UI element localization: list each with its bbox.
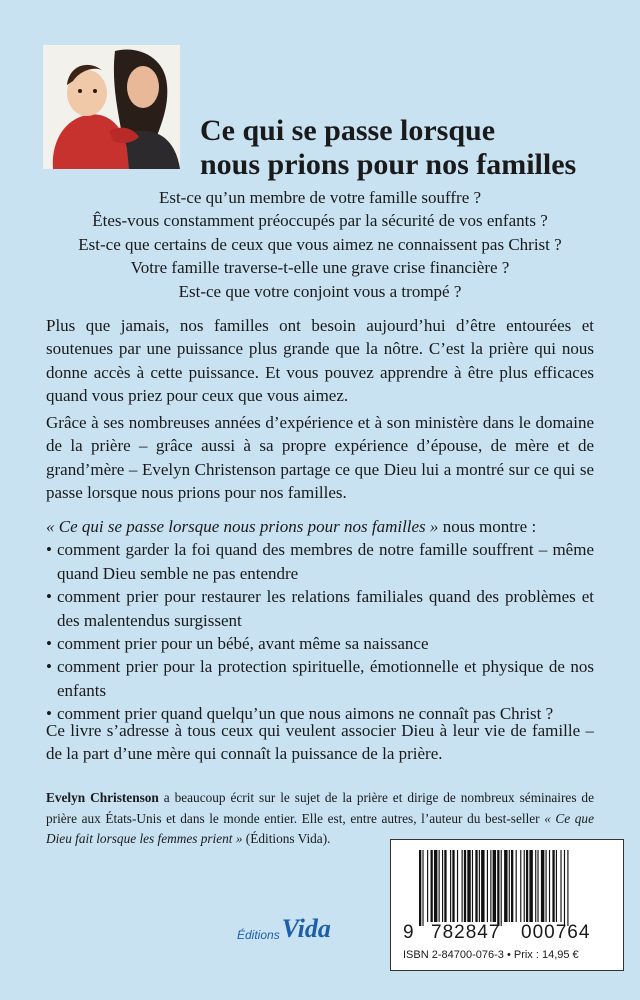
bestseller-title: « Ce que Dieu fait lorsque les femmes prient » [46,810,594,846]
paragraph-author-experience: Grâce à ses nombreuses années d’expérience et à son ministère dans le domaine de la prière – grâce aussi à sa propre expérience d’épouse, de mère et de grand’mère – Evelyn Christenson partage ce que Dieu lui a montré sur ce qui se passe lorsque nous prions pour nos familles. [46,413,594,503]
book-shows-section [46,515,594,726]
barcode-bar [511,850,513,922]
bullet-item: • comment garder la foi quand des membres de notre famille souffrent – même quand Dieu semble ne pas entendre [46,538,594,585]
question-4: Votre famille traverse-t-elle une grave crise financière ? [130,258,510,278]
book-title-line-1: Ce qui se passe lorsque [200,114,496,147]
barcode-bar [526,850,528,922]
barcode-bar [427,850,428,922]
barcode-bar [434,850,437,922]
barcode-bar [490,850,491,922]
bullet-item: • comment prier pour restaurer les relations familiales quand des problèmes et des malentendus surgissent [46,585,594,632]
bullet-list [46,538,594,725]
barcode-bar [444,850,446,922]
publisher-logo [237,912,331,942]
cover-photo-mother-and-child [43,45,180,169]
question-list [40,186,600,303]
barcode-bar [439,850,440,922]
barcode-bar [419,850,421,926]
barcode-icon [391,840,623,926]
barcode-bar [546,850,547,922]
barcode-bar [450,850,451,922]
paragraph-families-need-power: Plus que jamais, nos familles ont besoin aujourd’hui d’être entourées et soutenues par une puissance plus grande que la nôtre. C’est la prière qui nous donne accès à cette puissance. Et vous pouvez apprendre à être plus efficaces quand vous priez pour ceux que vous aimez. [46,316,594,406]
barcode-lead-digit: 9 [403,922,415,943]
barcode-bar [504,850,507,922]
barcode-bar [475,850,477,922]
question-1: Est-ce qu’un membre de votre famille souffre ? [158,188,482,207]
barcode-bar [552,850,554,922]
barcode-bar [535,850,536,922]
book-title-line-2: nous prions pour nos familles [200,148,577,181]
barcode-bar [467,850,470,922]
barcode-bar [462,850,463,922]
question-5: Est-ce que votre conjoint vous a trompé ? [178,281,462,301]
barcode-group-2: 000764 [521,922,591,943]
barcode-bar [509,850,510,922]
barcode-bar [497,850,499,926]
barcode-bar [452,850,454,922]
author-bio-text-1: a beaucoup écrit sur le sujet de la prière et dirige de nombreux séminaires de prière aux États-Unis et dans le monde entier. Elle est, entre autres, l’auteur du best-seller [46,790,594,826]
author-bio-text-2: (Éditions Vida). [242,831,331,846]
barcode-bar [487,850,488,922]
barcode-bar [529,850,532,922]
barcode-bar [464,850,466,922]
barcode-panel [390,839,624,971]
barcode-bar [431,850,433,922]
barcode-bar [442,850,443,922]
book-title [200,114,610,182]
author-name: Evelyn Christenson [46,790,159,805]
barcode-bar [501,850,502,926]
isbn-and-price: ISBN 2-84700-076-3 • Prix : 14,95 € [403,949,579,961]
barcode-bar [520,850,521,922]
barcode-bar [537,850,538,922]
question-2: Êtes-vous constamment préoccupés par la sécurité de vos enfants ? [92,211,548,231]
book-title-quote: « Ce qui se passe lorsque nous prions pour nos familles » [46,517,439,536]
barcode-bar [560,850,561,922]
list-intro [46,515,594,538]
barcode-bar [457,850,458,922]
barcode-group-1: 782847 [431,922,501,943]
barcode-bar [472,850,473,922]
barcode-bar [493,850,496,922]
question-3: Est-ce que certains de ceux que vous aimez ne connaissent pas Christ ? [78,234,562,254]
list-intro-rest: nous montre : [438,517,537,536]
barcode-bar [422,850,423,926]
bullet-item: • comment prier pour la protection spirituelle, émotionnelle et physique de nos enfants [46,655,594,702]
publisher-prefix: Éditions [237,928,280,942]
barcode-bar [564,850,565,926]
bullet-item: • comment prier pour un bébé, avant même sa naissance [46,632,594,655]
barcode-bar [567,850,568,926]
barcode-bar [556,850,557,922]
barcode-bar [524,850,525,922]
barcode-bar [481,850,484,922]
barcode-bar [479,850,480,922]
publisher-name: Vida [281,914,331,943]
barcode-bar [541,850,544,922]
barcode-bar [516,850,517,922]
bullet-item: • comment prier quand quelqu’un que nous aimons ne connaît pas Christ ? [46,702,594,725]
barcode-bar [549,850,550,922]
paragraph-audience: Ce livre s’adresse à tous ceux qui veulent associer Dieu à leur vie de famille – de la part d’une mère qui connaît la puissance de la prière. [46,721,594,764]
